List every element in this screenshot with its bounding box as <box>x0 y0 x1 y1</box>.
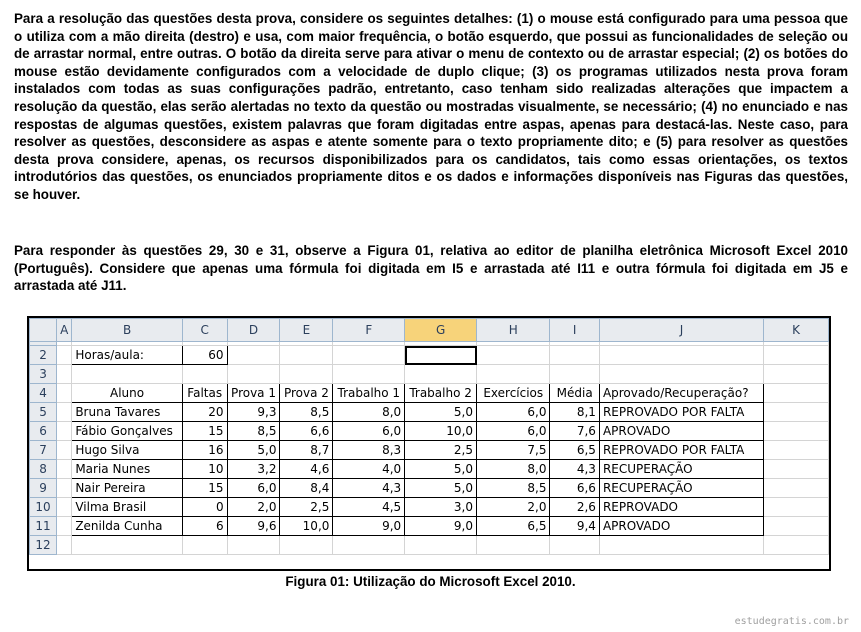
row-header-2[interactable]: 2 <box>30 346 57 365</box>
row-header-4[interactable]: 4 <box>30 384 57 403</box>
cell-prova2[interactable]: 6,6 <box>280 422 333 441</box>
row-header-3[interactable]: 3 <box>30 365 57 384</box>
column-header-g[interactable]: G <box>405 319 477 342</box>
horas-label-cell[interactable]: Horas/aula: <box>72 346 183 365</box>
header-prova1[interactable]: Prova 1 <box>227 384 280 403</box>
cell-trabalho2[interactable]: 5,0 <box>405 403 477 422</box>
instructions-paragraph: Para a resolução das questões desta prova, considere os seguintes detalhes: (1) o mouse está configurado para uma pessoa que o utiliza com a mão direita (destro) e usa, com maior frequência, o botão esquerdo, que possui as funcionalidades de seleção ou de arrastar normal, entre outras. O botão da direita serve para ativar o menu de contexto ou de arrastar especial; (2) os botões do mouse estão devidamente configurados com a velocidade de duplo clique; (3) os programas utilizados nesta prova foram instalados com todas as suas configurações padrão, entretanto, caso tenham sido realizadas alterações que impactem a resolução da questão, elas serão alertadas no texto da questão ou mostradas visualmente, se necessário; (4) no enunciado e nas respostas de algumas questões, existem palavras que foram digitadas entre aspas, apenas para destacá-las. Neste caso, para resolver as questões, desconsidere as aspas e atente somente para o texto propriamente dito; e (5) para resolver as questões desta prova considere, apenas, os recursos disponibilizados para os candidatos, tais como essas orientações, os textos introdutórios das questões, os enunciados propriamente ditos e os dados e informações disponíveis nas Figuras das questões, se houver. <box>14 11 848 202</box>
question-intro-paragraph: Para responder às questões 29, 30 e 31, observe a Figura 01, relativa ao editor de planilha eletrônica Microsoft Excel 2010 (Português). Considere que apenas uma fórmula foi digitada em I5 e arrastada até I11 e outra fórmula foi digitada em J5 e arrastada até J11. <box>14 243 848 294</box>
cell-exercicios[interactable]: 6,5 <box>477 517 550 536</box>
cell-prova1[interactable]: 5,0 <box>227 441 280 460</box>
header-trabalho1[interactable]: Trabalho 1 <box>333 384 405 403</box>
cell-exercicios[interactable]: 8,0 <box>477 460 550 479</box>
row-header-10[interactable]: 10 <box>30 498 57 517</box>
sheet-row-2 <box>30 346 829 365</box>
cell-aprovado[interactable]: APROVADO <box>599 517 763 536</box>
cell-aprovado[interactable]: REPROVADO POR FALTA <box>599 441 763 460</box>
cell-media[interactable]: 2,6 <box>550 498 599 517</box>
sheet-row-3 <box>30 365 829 384</box>
cell-exercicios[interactable]: 2,0 <box>477 498 550 517</box>
cell-media[interactable]: 9,4 <box>550 517 599 536</box>
cell-prova1[interactable]: 6,0 <box>227 479 280 498</box>
sheet-header-row <box>30 384 829 403</box>
cell-prova1[interactable]: 9,3 <box>227 403 280 422</box>
cell-prova2[interactable]: 10,0 <box>280 517 333 536</box>
column-header-c[interactable]: C <box>182 319 227 342</box>
table-row <box>30 403 829 422</box>
cell-media[interactable]: 7,6 <box>550 422 599 441</box>
table-row <box>30 498 829 517</box>
column-header-f[interactable]: F <box>333 319 405 342</box>
row-header-11[interactable]: 11 <box>30 517 57 536</box>
cell-trabalho1[interactable]: 8,0 <box>333 403 405 422</box>
cell-trabalho2[interactable]: 5,0 <box>405 479 477 498</box>
table-row <box>30 479 829 498</box>
column-header-k[interactable]: K <box>764 319 829 342</box>
cell-exercicios[interactable]: 6,0 <box>477 403 550 422</box>
cell-trabalho1[interactable]: 4,5 <box>333 498 405 517</box>
header-aluno[interactable]: Aluno <box>72 384 183 403</box>
cell-aluno[interactable]: Vilma Brasil <box>72 498 183 517</box>
cell-aluno[interactable]: Zenilda Cunha <box>72 517 183 536</box>
spreadsheet-grid <box>29 318 829 555</box>
column-header-e[interactable]: E <box>280 319 333 342</box>
cell-aprovado[interactable]: REPROVADO <box>599 498 763 517</box>
cell-faltas[interactable]: 0 <box>182 498 227 517</box>
cell-faltas[interactable]: 15 <box>182 479 227 498</box>
header-faltas[interactable]: Faltas <box>182 384 227 403</box>
watermark: estudegratis.com.br <box>734 616 849 627</box>
row-header-7[interactable]: 7 <box>30 441 57 460</box>
header-media[interactable]: Média <box>550 384 599 403</box>
cell-media[interactable]: 6,5 <box>550 441 599 460</box>
cell-faltas[interactable]: 16 <box>182 441 227 460</box>
cell-trabalho2[interactable]: 5,0 <box>405 460 477 479</box>
cell-exercicios[interactable]: 6,0 <box>477 422 550 441</box>
cell-faltas[interactable]: 20 <box>182 403 227 422</box>
cell-trabalho1[interactable]: 8,3 <box>333 441 405 460</box>
figure-caption: Figura 01: Utilização do Microsoft Excel 2010. <box>285 574 576 589</box>
cell-media[interactable]: 8,1 <box>550 403 599 422</box>
cell-trabalho2[interactable]: 10,0 <box>405 422 477 441</box>
cell-prova2[interactable]: 8,7 <box>280 441 333 460</box>
cell-exercicios[interactable]: 7,5 <box>477 441 550 460</box>
column-header-h[interactable]: H <box>477 319 550 342</box>
cell-prova2[interactable]: 4,6 <box>280 460 333 479</box>
cell-aluno[interactable]: Hugo Silva <box>72 441 183 460</box>
row-header-8[interactable]: 8 <box>30 460 57 479</box>
horas-value-cell[interactable]: 60 <box>182 346 227 365</box>
header-trabalho2[interactable]: Trabalho 2 <box>405 384 477 403</box>
cell-aluno[interactable]: Maria Nunes <box>72 460 183 479</box>
cell-media[interactable]: 6,6 <box>550 479 599 498</box>
table-row <box>30 441 829 460</box>
header-prova2[interactable]: Prova 2 <box>280 384 333 403</box>
cell-exercicios[interactable]: 8,5 <box>477 479 550 498</box>
cell-aprovado[interactable]: RECUPERAÇÃO <box>599 460 763 479</box>
cell-prova2[interactable]: 2,5 <box>280 498 333 517</box>
cell-trabalho2[interactable]: 2,5 <box>405 441 477 460</box>
cell-prova2[interactable]: 8,4 <box>280 479 333 498</box>
cell-trabalho1[interactable]: 4,3 <box>333 479 405 498</box>
cell-prova1[interactable]: 8,5 <box>227 422 280 441</box>
cell-prova1[interactable]: 3,2 <box>227 460 280 479</box>
header-aprovado[interactable]: Aprovado/Recuperação? <box>599 384 763 403</box>
active-cell-g2[interactable] <box>405 346 477 365</box>
column-header-j[interactable]: J <box>599 319 763 342</box>
column-header-a[interactable]: A <box>57 319 72 342</box>
row-header-9[interactable]: 9 <box>30 479 57 498</box>
cell-trabalho1[interactable]: 6,0 <box>333 422 405 441</box>
cell-prova1[interactable]: 9,6 <box>227 517 280 536</box>
cell-prova2[interactable]: 8,5 <box>280 403 333 422</box>
cell-trabalho2[interactable]: 3,0 <box>405 498 477 517</box>
row-header-6[interactable]: 6 <box>30 422 57 441</box>
column-header-b[interactable]: B <box>72 319 183 342</box>
column-header-d[interactable]: D <box>227 319 280 342</box>
row-header-12[interactable]: 12 <box>30 536 57 555</box>
cell-trabalho2[interactable]: 9,0 <box>405 517 477 536</box>
cell-aprovado[interactable]: REPROVADO POR FALTA <box>599 403 763 422</box>
table-row <box>30 517 829 536</box>
cell-aluno[interactable]: Bruna Tavares <box>72 403 183 422</box>
sheet-row-12 <box>30 536 829 555</box>
cell-aluno[interactable]: Fábio Gonçalves <box>72 422 183 441</box>
table-row <box>30 460 829 479</box>
column-header-i[interactable]: I <box>550 319 599 342</box>
cell-media[interactable]: 4,3 <box>550 460 599 479</box>
table-row <box>30 422 829 441</box>
cell-faltas[interactable]: 10 <box>182 460 227 479</box>
cell-aprovado[interactable]: RECUPERAÇÃO <box>599 479 763 498</box>
cell-trabalho1[interactable]: 9,0 <box>333 517 405 536</box>
cell-aprovado[interactable]: APROVADO <box>599 422 763 441</box>
cell-trabalho1[interactable]: 4,0 <box>333 460 405 479</box>
cell-aluno[interactable]: Nair Pereira <box>72 479 183 498</box>
excel-spreadsheet-figure <box>27 316 831 571</box>
cell-faltas[interactable]: 15 <box>182 422 227 441</box>
row-header-5[interactable]: 5 <box>30 403 57 422</box>
cell-faltas[interactable]: 6 <box>182 517 227 536</box>
select-all-corner[interactable] <box>30 319 57 342</box>
column-header-row <box>30 319 829 342</box>
header-exercicios[interactable]: Exercícios <box>477 384 550 403</box>
cell-prova1[interactable]: 2,0 <box>227 498 280 517</box>
